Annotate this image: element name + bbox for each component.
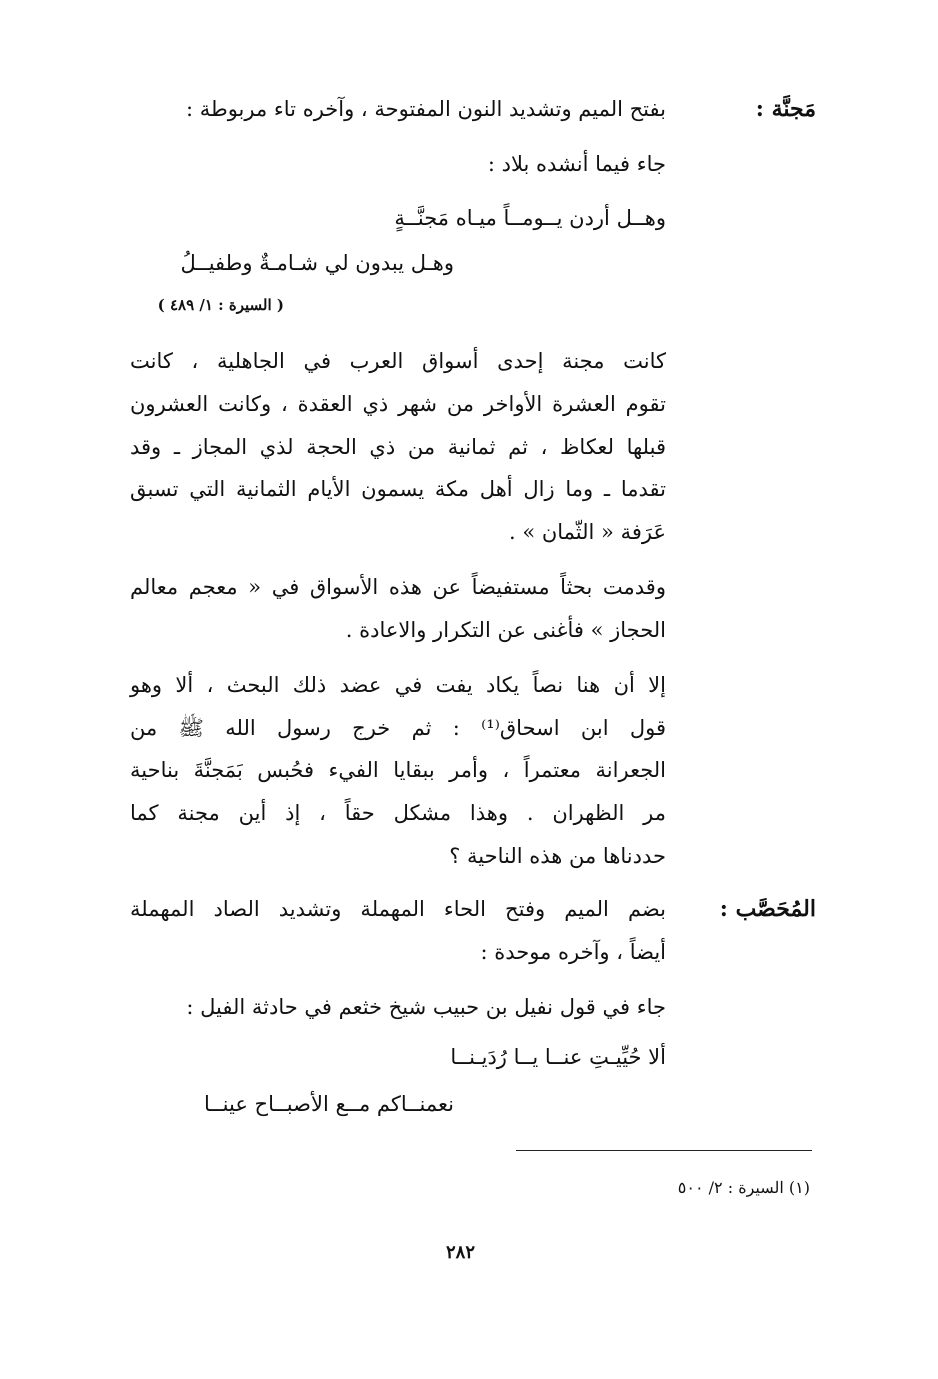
verse-line: وهـل يبدون لي شـامـةٌ وطفيــلُ xyxy=(180,251,454,275)
paragraph-line: حددناها من هذه الناحية ؟ xyxy=(449,844,666,868)
paragraph-line: الجعرانة معتمراً ، وأمر ببقايا الفيء فحُبس بَمَجنَّةَ بناحية xyxy=(130,758,666,782)
entry-headword: مَجنَّة : xyxy=(755,96,816,122)
paragraph-line: قبلها لعكاظ ، ثم ثمانية من ذي الحجة لذي المجاز ـ وقد xyxy=(130,435,666,459)
footnote-rule xyxy=(516,1150,812,1151)
paragraph-line: تقوم العشرة الأواخر من شهر ذي العقدة ، وكانت العشرون xyxy=(130,392,666,416)
poem-intro: جاء في قول نفيل بن حبيب شيخ خثعم في حادثة الفيل : xyxy=(186,995,666,1019)
paragraph-line: الحجاز » فأغنى عن التكرار والاعادة . xyxy=(345,618,666,642)
poem-intro: جاء فيما أنشده بلاد : xyxy=(487,152,666,176)
entry-definition: أيضاً ، وآخره موحدة : xyxy=(480,940,666,964)
paragraph-line: عَرَفة « الثّمان » . xyxy=(508,520,666,544)
footnote: (١) السيرة : ٢/ ٥٠٠ xyxy=(677,1178,810,1197)
verse-citation: ( السيرة : ١/ ٤٨٩ ) xyxy=(157,296,284,314)
paragraph-line: إلا أن هنا نصاً يكاد يفت في عضد ذلك البحث ، ألا وهو xyxy=(130,673,666,697)
verse-line: وهــل أردن يــومــاً ميـاه مَجنَّــةٍ xyxy=(394,206,666,230)
paragraph-line: تقدما ـ وما زال أهل مكة يسمون الأيام الثمانية التي تسبق xyxy=(130,477,666,501)
verse-line: ألا حُيِّيـتِ عنــا يــا رُدَيـنــا xyxy=(450,1045,666,1069)
entry-headword: المُحَصَّب : xyxy=(719,896,816,922)
paragraph-line: كانت مجنة إحدى أسواق العرب في الجاهلية ، كانت xyxy=(130,349,666,373)
entry-definition: بفتح الميم وتشديد النون المفتوحة ، وآخره تاء مربوطة : xyxy=(185,97,666,121)
paragraph-line: وقدمت بحثاً مستفيضاً عن هذه الأسواق في « معجم معالم xyxy=(130,575,666,599)
paragraph-line: مر الظهران . وهذا مشكل حقاً ، إذ أين مجنة كما xyxy=(130,801,666,825)
verse-line: نعمنــاكم مــع الأصبــاح عينــا xyxy=(203,1092,454,1116)
entry-definition: بضم الميم وفتح الحاء المهملة وتشديد الصاد المهملة xyxy=(130,897,666,921)
paragraph-line: قول ابن اسحاق⁽¹⁾ : ثم خرج رسول الله ﷺ من xyxy=(130,716,666,740)
page-number: ٢٨٢ xyxy=(446,1242,476,1263)
